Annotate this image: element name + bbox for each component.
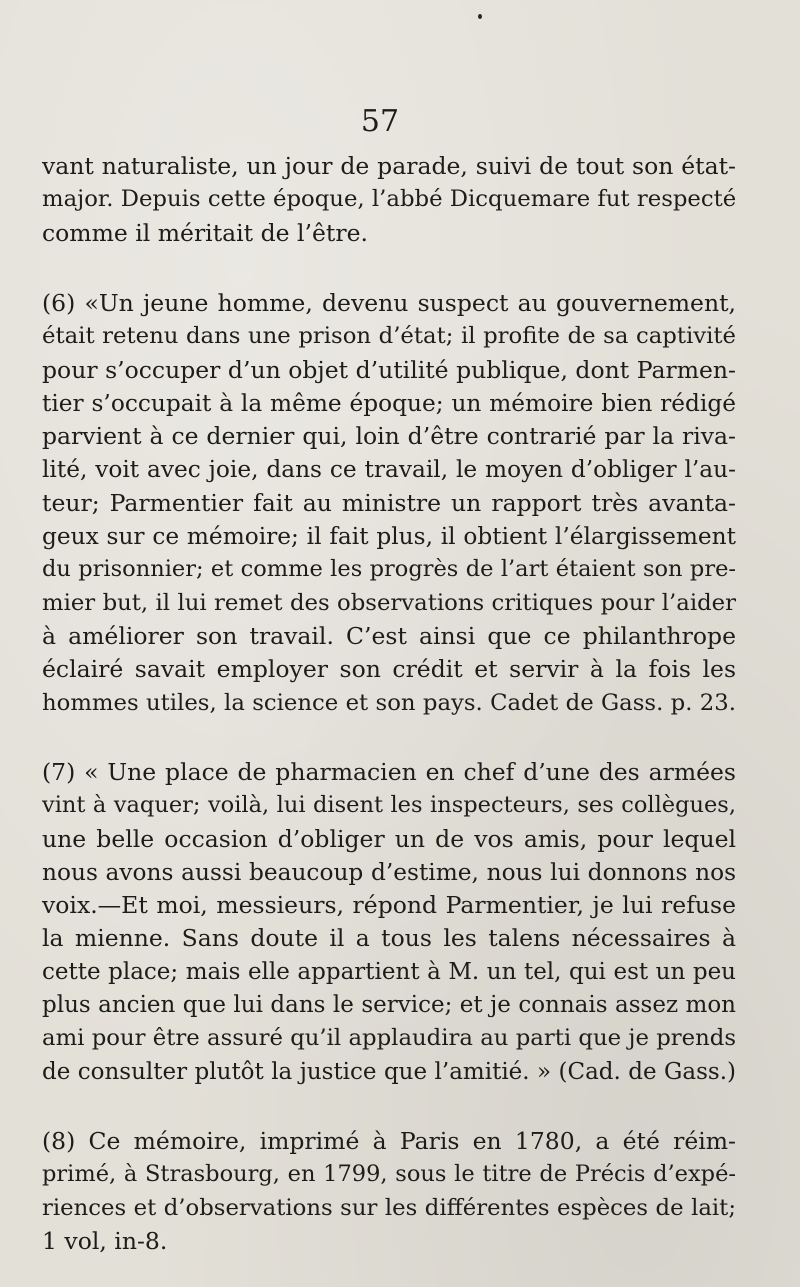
text-line: la mienne. Sans doute il a tous les talens nécessaires à [42, 924, 736, 953]
text-line: du prisonnier; et comme les progrès de l’art étaient son pre- [42, 556, 736, 583]
text-line: (6) «Un jeune homme, devenu suspect au gouvernement, [42, 289, 736, 317]
text-line: cette place; mais elle appartient à M. un tel, qui est un peu [42, 958, 736, 985]
ink-speck [478, 14, 482, 19]
text-line: hommes utiles, la science et son pays. Cadet de Gass. p. 23. [42, 689, 736, 716]
text-line: éclairé savait employer son crédit et servir à la fois les [42, 655, 736, 684]
text-line: vant naturaliste, un jour de parade, suivi de tout son état- [42, 152, 736, 180]
text-line: de consulter plutôt la justice que l’amitié. » (Cad. de Gass.) [42, 1058, 736, 1085]
text-line: était retenu dans une prison d’état; il profite de sa captivité [42, 323, 736, 350]
text-line: ami pour être assuré qu’il applaudira au parti que je prends [42, 1025, 736, 1052]
text-line: mier but, il lui remet des observations critiques pour l’aider [42, 589, 736, 616]
text-line: tier s’occupait à la même époque; un mémoire bien rédigé [42, 389, 736, 417]
text-line: voix.—Et moi, messieurs, répond Parmentier, je lui refuse [42, 891, 736, 920]
text-line: teur; Parmentier fait au ministre un rapport très avanta- [42, 488, 736, 517]
footnote-8 [42, 1125, 736, 1258]
text-line: nous avons aussi beaucoup d’estime, nous lui donnons nos [42, 858, 736, 886]
paragraph-continuation [42, 150, 736, 250]
text-line: (7) « Une place de pharmacien en chef d’une des armées [42, 758, 736, 786]
text-line: 1 vol, in-8. [42, 1226, 168, 1255]
text-line: pour s’occuper d’un objet d’utilité publique, dont Parmen- [42, 355, 736, 384]
text-line: comme il méritait de l’être. [42, 218, 368, 247]
text-line: parvient à ce dernier qui, loin d’être contrarié par la riva- [42, 422, 736, 451]
text-line: vint à vaquer; voilà, lui disent les inspecteurs, ses collègues, [42, 792, 736, 819]
text-line: une belle occasion d’obliger un de vos amis, pour lequel [42, 824, 736, 853]
page-number: 57 [360, 104, 400, 139]
text-line: primé, à Strasbourg, en 1799, sous le titre de Précis d’expé- [42, 1161, 736, 1188]
text-line: major. Depuis cette époque, l’abbé Dicquemare fut respecté [42, 186, 737, 213]
text-line: geux sur ce mémoire; il fait plus, il obtient l’élargissement [42, 523, 736, 551]
text-line: à améliorer son travail. C’est ainsi que ce philanthrope [42, 621, 736, 650]
text-line: riences et d’observations sur les différentes espèces de lait; [42, 1194, 736, 1221]
footnote-7 [42, 756, 736, 1089]
footnote-6 [42, 287, 736, 720]
text-line: lité, voit avec joie, dans ce travail, le moyen d’obliger l’au- [42, 456, 736, 484]
text-line: plus ancien que lui dans le service; et je connais assez mon [42, 992, 736, 1019]
text-line: (8) Ce mémoire, imprimé à Paris en 1780, a été réim- [42, 1127, 736, 1155]
